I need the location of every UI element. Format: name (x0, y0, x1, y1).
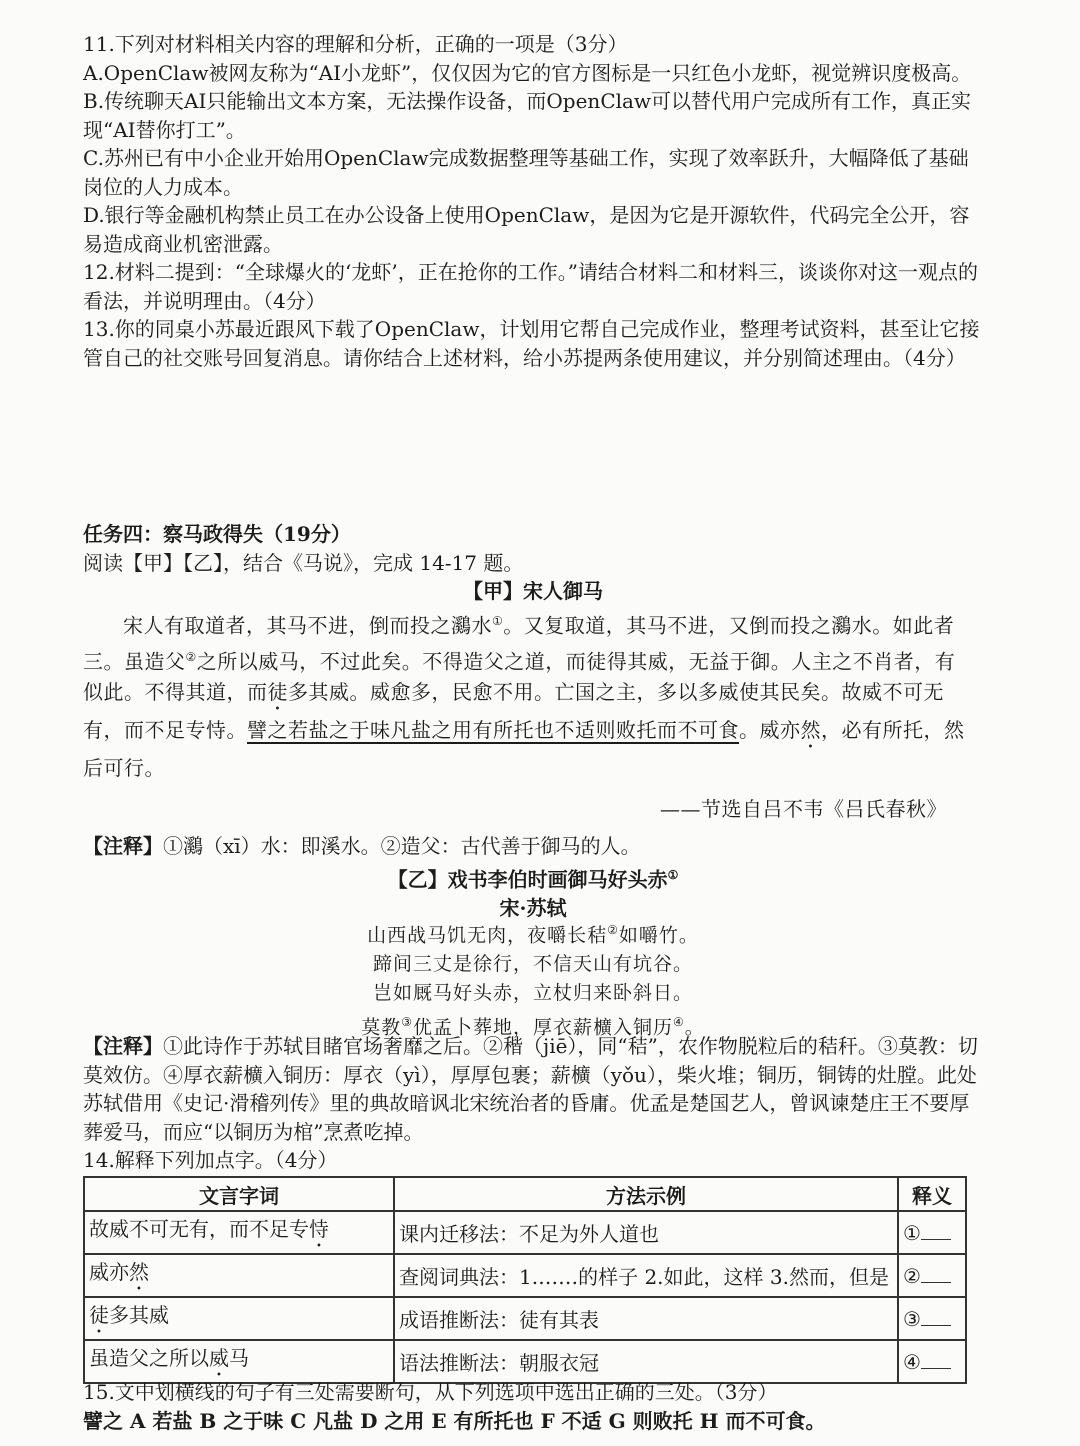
dotted-char-tu: 徒 (267, 680, 288, 705)
dotted-char: 恃 (309, 1217, 329, 1241)
table-row: 虽造父之所以威马 语法推断法：朝服衣冠 ④ (84, 1340, 966, 1383)
method-cell: 成语推断法：徒有其表 (394, 1297, 898, 1340)
note2-label: 【注释】 (83, 1034, 163, 1058)
poem-line-1b: 如嚼竹。 (618, 924, 699, 947)
q14-header-phrase: 文言字词 (84, 1177, 394, 1211)
table-row: 故威不可无有，而不足专恃 课内迁移法：不足为外人道也 ① (84, 1211, 966, 1254)
poem-note-4: ④ (673, 1015, 685, 1030)
answer-mark: ④ (903, 1349, 921, 1374)
jia-passage (83, 606, 967, 825)
jia-text-2: 。又复取道，其马不进，又倒而投之鸂水。如此者三。虽造父 (83, 613, 955, 674)
question-15 (83, 1378, 983, 1435)
answer-blank[interactable] (921, 1350, 951, 1369)
note-ref-2: ② (185, 649, 197, 664)
yi-title-note: ① (667, 867, 679, 882)
q14-title: 14.解释下列加点字。（4分） (83, 1148, 338, 1172)
q14-header-meaning: 释义 (898, 1177, 966, 1211)
jia-source: ——节选自吕不韦《吕氏春秋》 (660, 797, 947, 822)
jia-text-1: 宋人有取道者，其马不进，倒而投之鸂水 (123, 613, 492, 638)
q14-table (83, 1176, 967, 1384)
q11-title: 11.下列对材料相关内容的理解和分析，正确的一项是（3分） (83, 32, 628, 56)
yi-poem (83, 916, 983, 1043)
poem-line-4a: 莫教 (361, 1016, 402, 1039)
dotted-char: 然 (129, 1260, 149, 1284)
answer-mark: ② (903, 1263, 921, 1288)
poem-line-3: 岂如厩马好头赤，立杖归来卧斜日。 (372, 982, 693, 1005)
yi-author: 宋·苏轼 (499, 895, 567, 920)
jia-text-5: 。威亦 (739, 718, 801, 743)
note-1 (83, 832, 983, 922)
answer-mark: ① (903, 1220, 921, 1245)
q15-options: 譬之 A 若盐 B 之于味 C 凡盐 D 之用 E 有所托也 F 不适 G 则败托 H 而不可食。 (83, 1408, 826, 1433)
task4-title: 任务四：察马政得失（19分） (83, 522, 351, 546)
question-11 (83, 30, 983, 372)
poem-line-1a: 山西战马饥无肉，夜嚼长秸 (367, 924, 608, 947)
poem-note-3: ③ (401, 1015, 413, 1030)
dotted-char: 徒 (89, 1303, 109, 1327)
note-2 (83, 1032, 983, 1175)
note1-label: 【注释】 (83, 834, 163, 858)
question-13: 13.你的同桌小苏最近跟风下载了OpenClaw，计划用它帮自己完成作业，整理考试资料，甚至让它接管自己的社交账号回复消息。请你结合上述材料，给小苏提两条使用建议，并分别简述理由。（4分） (83, 317, 980, 370)
dotted-char-ran: 然 (800, 718, 821, 743)
poem-line-2: 蹄间三丈是徐行，不信天山有坑谷。 (372, 953, 693, 976)
table-row: 威亦然 查阅词典法：1.……的样子 2.如此，这样 3.然而，但是 ② (84, 1254, 966, 1297)
poem-line-4d: 。 (684, 1016, 705, 1039)
poem-note-2: ② (607, 923, 619, 937)
jia-text-3: 之所以威马，不过此矣。不得造父之道，而徒得其威，无益于御。人主之不肖者，有似此。不得其道，而 (83, 649, 956, 705)
note2-text: ①此诗作于苏轼目睹官场奢靡之后。②稭（jiē），同“秸”，农作物脱粒后的秸秆。③莫教：切莫效仿。④厚衣薪櫎入铜历：厚衣（yì），厚厚包裹；薪櫎（yǒu），柴火堆；铜历，铜铸的灶膛。此处苏轼借用《史记·滑稽列传》里的典故暗讽北宋统治者的昏庸。优孟是楚国艺人，曾讽谏楚庄王不要厚葬爱马，而应“以铜历为棺”烹煮吃掉。 (83, 1034, 978, 1144)
method-cell: 查阅词典法：1.……的样子 2.如此，这样 3.然而，但是 (394, 1254, 898, 1297)
method-cell: 课内迁移法：不足为外人道也 (394, 1211, 898, 1254)
table-row: 徒多其威 成语推断法：徒有其表 ③ (84, 1297, 966, 1340)
task4-instruction: 阅读【甲】【乙】，结合《马说》，完成 14-17 题。 (83, 550, 524, 575)
yi-title: 【乙】戏书李伯时画御马好头赤 (387, 867, 668, 892)
poem-line-4b: 优孟卜葬地，厚衣薪櫎入铜历 (412, 1016, 673, 1039)
question-12: 12.材料二提到：“全球爆火的‘龙虾’，正在抢你的工作。”请结合材料二和材料三，谈谈你对这一观点的看法，并说明理由。（4分） (83, 260, 978, 313)
answer-blank[interactable] (921, 1307, 951, 1326)
q11-option-b: B.传统聊天AI只能输出文本方案，无法操作设备，而OpenClaw可以替代用户完成所有工作，真正实现“AI替你打工”。 (83, 89, 972, 142)
note-ref-1: ① (492, 614, 504, 628)
jia-text-6: ，必有所托，然后可行。 (83, 718, 965, 781)
method-cell: 语法推断法：朝服衣冠 (394, 1340, 898, 1383)
underlined-sentence: 譬之若盐之于味凡盐之用有所托也不适则败托而不可食 (247, 718, 739, 743)
note1-text: ①鸂（xī）水：即溪水。②造父：古代善于御马的人。 (163, 834, 641, 858)
q15-title: 15.文中划横线的句子有三处需要断句，从下列选项中选出正确的三处。（3分） (83, 1380, 778, 1404)
jia-text-4: 多其威。威愈多，民愈不用。亡国之主，多以多威使其民矣。故威不可无有，而不足专恃。 (83, 680, 944, 743)
q11-option-c: C.苏州已有中小企业开始用OpenClaw完成数据整理等基础工作，实现了效率跃升，大幅降低了基础岗位的人力成本。 (83, 146, 969, 199)
task-4-header (83, 520, 983, 606)
answer-mark: ③ (903, 1306, 921, 1331)
dotted-char: 威 (209, 1346, 229, 1370)
jia-title: 【甲】宋人御马 (463, 579, 603, 603)
q11-option-d: D.银行等金融机构禁止员工在办公设备上使用OpenClaw，是因为它是开源软件，代码完全公开，容易造成商业机密泄露。 (83, 203, 970, 256)
answer-blank[interactable] (921, 1221, 951, 1240)
answer-blank[interactable] (921, 1264, 951, 1283)
q11-option-a: A.OpenClaw被网友称为“AI小龙虾”，仅仅因为它的官方图标是一只红色小龙虾，视觉辨识度极高。 (83, 60, 972, 85)
q14-header-method: 方法示例 (394, 1177, 898, 1211)
